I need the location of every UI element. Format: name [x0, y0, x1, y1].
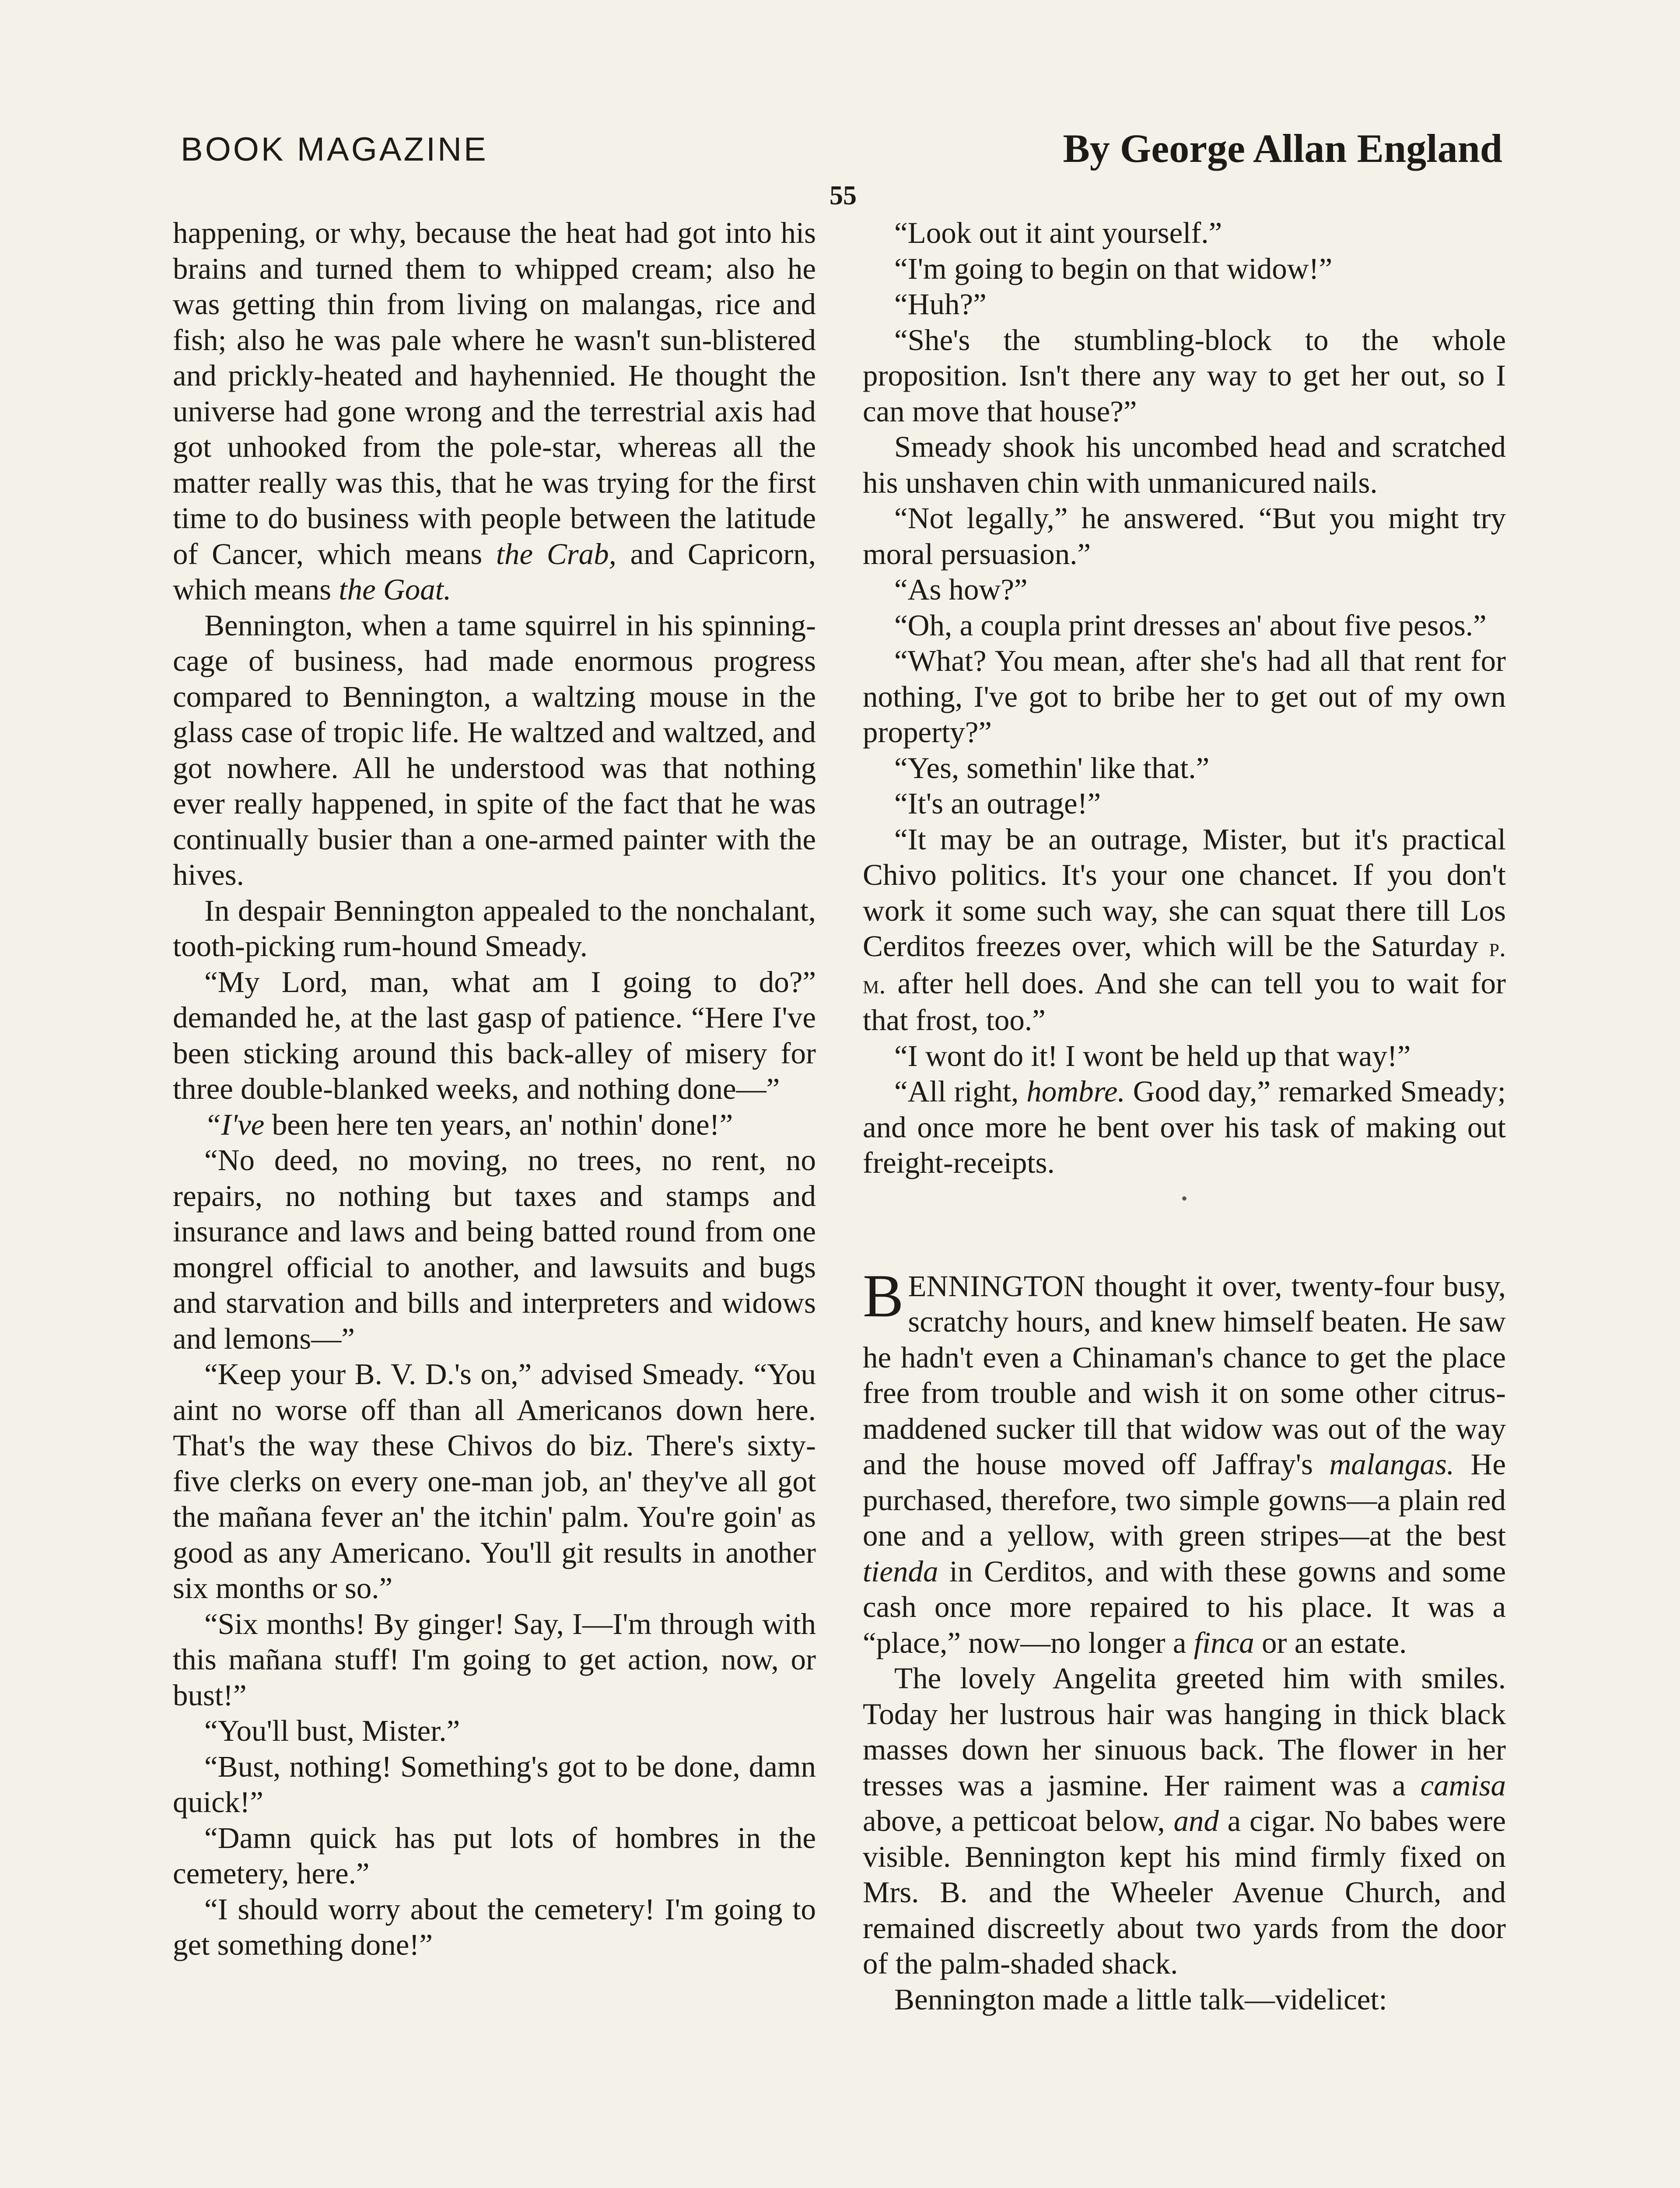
paragraph: “Yes, somethin' like that.” [894, 751, 1210, 785]
paragraph: The lovely Angelita greeted him with smiles. Today her lustrous hair was hanging in thick black masses down her sinuous back. The flower in her tresses was a jasmine. Her raiment was a camisa above, a petticoat below, and a cigar. No babes were visible. Bennington kept his mind firmly fixed on Mrs. B. and the Wheeler Avenue Church, and remained discreetly about two yards from the door of the palm-shaded shack. [863, 1662, 1506, 1980]
left-column [173, 215, 816, 1963]
paragraph: “All right, hombre. Good day,” remarked Smeady; and once more he bent over his task of making out freight-receipts. [863, 1075, 1506, 1179]
paragraph: Smeady shook his uncombed head and scratched his unshaven chin with unmanicured nails. [863, 430, 1506, 499]
paragraph: “As how?” [894, 573, 1028, 606]
paragraph: “My Lord, man, what am I going to do?” demanded he, at the last gasp of patience. “Here I've been sticking around this back-alley of misery for three double-blanked weeks, and nothing done—” [173, 965, 816, 1105]
section-opening-paragraph [863, 1262, 1506, 1661]
paragraph: “What? You mean, after she's had all that rent for nothing, I've got to bribe her to get out of my own property?” [863, 644, 1506, 749]
paragraph: “Not legally,” he answered. “But you might try moral persuasion.” [863, 501, 1506, 571]
paragraph: “You'll bust, Mister.” [204, 1714, 460, 1747]
right-column [863, 215, 1506, 2017]
paragraph: “I should worry about the cemetery! I'm going to get something done!” [173, 1892, 816, 1961]
right-column-continuation [863, 1661, 1506, 2017]
page-number: 55 [830, 181, 857, 210]
paragraph: “Huh?” [894, 288, 987, 321]
paragraph: “It's an outrage!” [894, 787, 1101, 820]
paragraph: “It may be an outrage, Mister, but it's practical Chivo politics. It's your one chancet. If you don't work it some such way, she can squat there till Los Cerditos freezes over, which will be the Saturday p. m. after hell does. And she can tell you to wait for that frost, too.” [863, 822, 1506, 1037]
right-column-dialogue [863, 215, 1506, 1181]
drop-cap: B [863, 1262, 904, 1330]
paragraph: “I wont do it! I wont be held up that way!” [894, 1039, 1411, 1073]
paragraph: “I'm going to begin on that widow!” [894, 252, 1333, 285]
paragraph: “She's the stumbling-block to the whole proposition. Isn't there any way to get her out, so I can move that house?” [863, 323, 1506, 428]
paragraph: happening, or why, because the heat had got into his brains and turned them to whipped cream; also he was getting thin from living on malangas, rice and fish; also he was pale where he wasn't sun-blistered and prickly-heated and hayhennied. He thought the universe had gone wrong and the terrestrial axis had got unhooked from the pole-star, whereas all the matter really was this, that he was trying for the first time to do business with people between the latitude of Cancer, which means the Crab, and Capricorn, which means the Goat. [173, 216, 816, 606]
paragraph: Bennington, when a tame squirrel in his spinning-cage of business, had made enormous progress compared to Bennington, a waltzing mouse in the glass case of tropic life. He waltzed and waltzed, and got nowhere. All he understood was that nothing ever really happened, in spite of the fact that he was continually busier than a one-armed painter with the hives. [173, 608, 816, 891]
paragraph: “Look out it aint yourself.” [894, 216, 1222, 249]
running-head-author: By George Allan England [1063, 126, 1502, 171]
paragraph: In despair Bennington appealed to the nonchalant, tooth-picking rum-hound Smeady. [173, 894, 816, 963]
paragraph: “Keep your B. V. D.'s on,” advised Smeady. “You aint no worse off than all Americanos down here. That's the way these Chivos do biz. There's sixty-five clerks on every one-man job, an' they've all got the mañana fever an' the itchin' palm. You're goin' as good as any Americano. You'll git results in another six months or so.” [173, 1357, 816, 1605]
paragraph: “I've been here ten years, an' nothin' done!” [204, 1108, 733, 1141]
paragraph: “No deed, no moving, no trees, no rent, no repairs, no nothing but taxes and stamps and insurance and laws and being batted round from one mongrel official to another, and lawsuits and bugs and starvation and bills and interpreters and widows and lemons—” [173, 1143, 816, 1355]
paragraph: “Oh, a coupla print dresses an' about five pesos.” [894, 608, 1487, 642]
running-head-magazine: BOOK MAGAZINE [181, 131, 488, 168]
paragraph: Bennington made a little talk—videlicet: [894, 1982, 1387, 2016]
opening-text: ENNINGTON thought it over, twenty-four busy, scratchy hours, and knew himself beaten. He saw he hadn't even a Chinaman's chance to get the place free from trouble and wish it on some other citrus-maddened sucker till that widow was out of the way and the house moved off Jaffray's malangas. He purchased, therefore, two simple gowns—a plain red one and a yellow, with green stripes—at the best tienda in Cerditos, and with these gowns and some cash once more repaired to his place. It was a “place,” now—no longer a finca or an estate. [863, 1269, 1506, 1659]
paragraph: “Bust, nothing! Something's got to be done, damn quick!” [173, 1750, 816, 1819]
paragraph: “Six months! By ginger! Say, I—I'm through with this mañana stuff! I'm going to get action, now, or bust!” [173, 1607, 816, 1712]
section-break-dot: • [1181, 1188, 1187, 1208]
paragraph: “Damn quick has put lots of hombres in the cemetery, here.” [173, 1821, 816, 1890]
